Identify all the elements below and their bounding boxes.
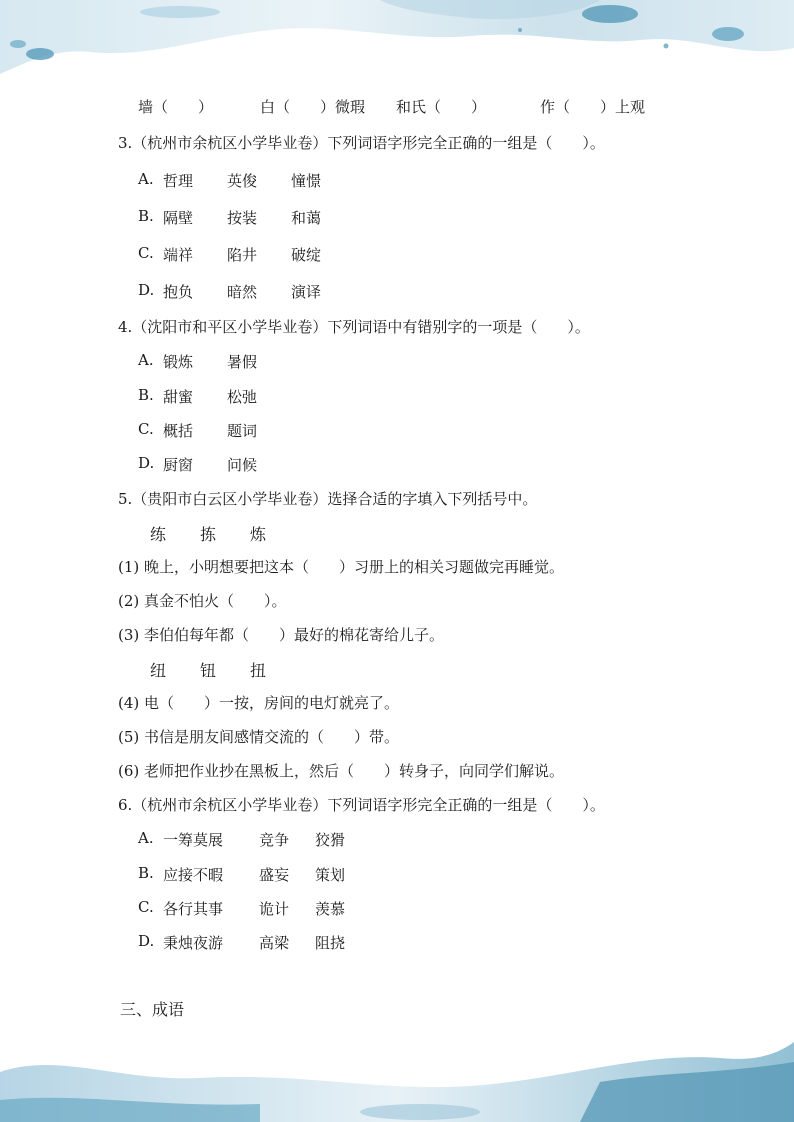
fill-item: 作（ ）上观: [540, 98, 646, 116]
option-word: 策划: [315, 866, 346, 884]
fill-item: 和氏（ ）: [396, 98, 487, 116]
option-word: 各行其事: [163, 900, 224, 918]
option-label: A.: [138, 829, 154, 847]
candidate-character: 炼: [250, 525, 267, 544]
fill-sentence: (3) 李伯伯每年都（ ）最好的棉花寄给儿子。: [118, 626, 445, 644]
option-word: 英俊: [227, 172, 258, 190]
fill-sentence: (4) 电（ ）一按，房间的电灯就亮了。: [118, 694, 400, 712]
option-label: C.: [138, 244, 154, 262]
option-word: 暗然: [227, 283, 258, 301]
fill-sentence: (5) 书信是朋友间感情交流的（ ）带。: [118, 728, 400, 746]
option-word: 一筹莫展: [163, 831, 224, 849]
option-word: 概括: [163, 422, 194, 440]
option-word: 抱负: [163, 283, 194, 301]
option-word: 竞争: [259, 831, 290, 849]
option-label: A.: [138, 351, 154, 369]
option-label: A.: [138, 170, 154, 188]
option-word: 隔壁: [163, 209, 194, 227]
option-label: D.: [138, 454, 155, 472]
option-word: 按装: [227, 209, 258, 227]
question-6-stem: 6.（杭州市余杭区小学毕业卷）下列词语字形完全正确的一组是（ ）。: [118, 796, 605, 814]
option-word: 和蔼: [291, 209, 322, 227]
option-word: 憧憬: [291, 172, 322, 190]
option-word: 陷井: [227, 246, 258, 264]
fill-item: 白（ ）微瑕: [260, 98, 366, 116]
option-label: C.: [138, 898, 154, 916]
option-word: 问候: [227, 456, 258, 474]
option-word: 羡慕: [315, 900, 346, 918]
option-word: 甜蜜: [163, 388, 194, 406]
option-word: 狡猾: [315, 831, 346, 849]
question-3-stem: 3.（杭州市余杭区小学毕业卷）下列词语字形完全正确的一组是（ ）。: [118, 134, 605, 152]
option-label: B.: [138, 864, 154, 882]
option-label: D.: [138, 932, 155, 950]
candidate-character: 拣: [200, 525, 217, 544]
candidate-character: 练: [150, 525, 167, 544]
option-word: 松弛: [227, 388, 258, 406]
fill-sentence: (6) 老师把作业抄在黑板上，然后（ ）转身子，向同学们解说。: [118, 762, 565, 780]
option-word: 暑假: [227, 353, 258, 371]
option-word: 端祥: [163, 246, 194, 264]
option-word: 阻挠: [315, 934, 346, 952]
option-word: 哲理: [163, 172, 194, 190]
option-word: 题词: [227, 422, 258, 440]
candidate-character: 钮: [200, 661, 217, 680]
option-label: B.: [138, 386, 154, 404]
watercolor-bottom-decoration: [0, 1012, 794, 1122]
option-label: C.: [138, 420, 154, 438]
candidate-character: 扭: [250, 661, 267, 680]
fill-sentence: (2) 真金不怕火（ ）。: [118, 592, 287, 610]
option-word: 秉烛夜游: [163, 934, 224, 952]
question-4-stem: 4.（沈阳市和平区小学毕业卷）下列词语中有错别字的一项是（ ）。: [118, 318, 590, 336]
option-word: 厨窗: [163, 456, 194, 474]
option-word: 高梁: [259, 934, 290, 952]
option-word: 应接不暇: [163, 866, 224, 884]
question-5-stem: 5.（贵阳市白云区小学毕业卷）选择合适的字填入下列括号中。: [118, 490, 538, 508]
option-word: 诡计: [259, 900, 290, 918]
option-word: 锻炼: [163, 353, 194, 371]
fill-item: 墙（ ）: [138, 98, 214, 116]
watercolor-top-decoration: [0, 0, 794, 100]
option-label: D.: [138, 281, 155, 299]
option-word: 破绽: [291, 246, 322, 264]
option-word: 盛妄: [259, 866, 290, 884]
candidate-character: 纽: [150, 661, 167, 680]
option-word: 演译: [291, 283, 322, 301]
option-label: B.: [138, 207, 154, 225]
section-heading: 三、成语: [120, 1000, 185, 1019]
fill-sentence: (1) 晚上，小明想要把这本（ ）习册上的相关习题做完再睡觉。: [118, 558, 565, 576]
